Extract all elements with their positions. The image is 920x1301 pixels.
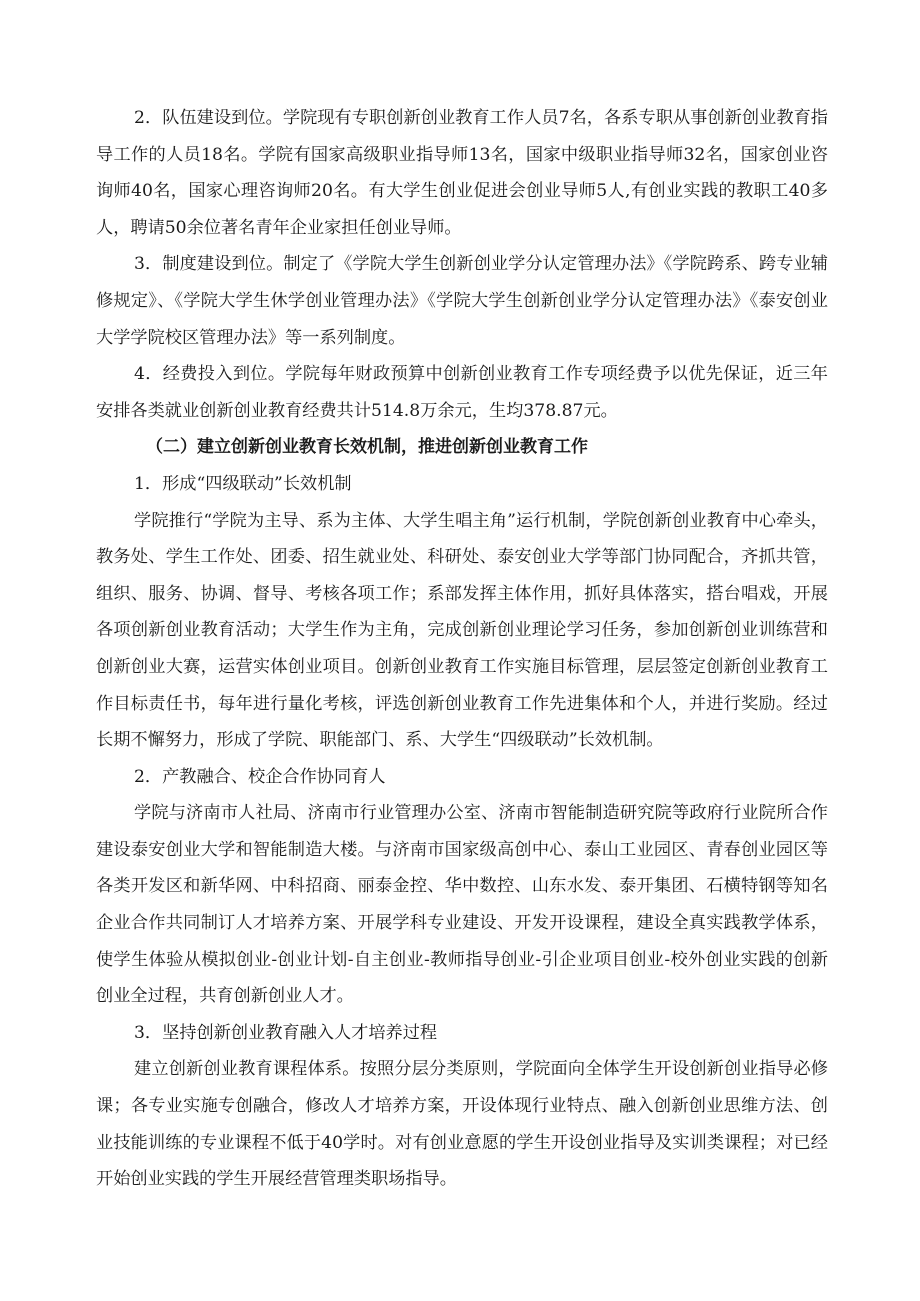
paragraph-curriculum-system: 建立创新创业教育课程体系。按照分层分类原则，学院面向全体学生开设创新创业指导必修课；各专业实施专创融合，修改人才培养方案，开设体现行业特点、融入创新创业思维方法、创业技能训练的专业课程不低于40学时。对有创业意愿的学生开设创业指导及实训类课程；对已经开始创业实践的学生开展经营管理类职场指导。 <box>96 1059 828 1190</box>
paragraph-system-building: 3．制度建设到位。制定了《学院大学生创新创业学分认定管理办法》《学院跨系、跨专业辅修规定》、《学院大学生休学创业管理办法》《学院大学生创新创业学分认定管理办法》《泰安创业大学学院校区管理办法》等一系列制度。 <box>96 254 828 348</box>
paragraph-funding: 4．经费投入到位。学院每年财政预算中创新创业教育工作专项经费予以优先保证，近三年安排各类就业创新创业教育经费共计514.8万余元，生均378.87元。 <box>96 364 828 421</box>
paragraph-team-building: 2．队伍建设到位。学院现有专职创新创业教育工作人员7名，各系专职从事创新创业教育指导工作的人员18名。学院有国家高级职业指导师13名，国家中级职业指导师32名，国家创业咨询师40名，国家心理咨询师20名。有大学生创业促进会创业导师5人,有创业实践的教职工40多人，聘请50余位著名青年企业家担任创业导师。 <box>96 108 828 238</box>
paragraph-industry-education: 学院与济南市人社局、济南市行业管理办公室、济南市智能制造研究院等政府行业院所合作建设泰安创业大学和智能制造大楼。与济南市国家级高创中心、泰山工业园区、青春创业园区等各类开发区和新华网、中科招商、丽泰金控、华中数控、山东水发、泰开集团、石横特钢等知名企业合作共同制订人才培养方案、开展学科专业建设、开发开设课程，建设全真实践教学体系，使学生体验从模拟创业-创业计划-自主创业-教师指导创业-引企业项目创业-校外创业实践的创新创业全过程，共育创新创业人才。 <box>96 803 828 1007</box>
paragraph-four-level-linkage: 学院推行“学院为主导、系为主体、大学生唱主角”运行机制，学院创新创业教育中心牵头，教务处、学生工作处、团委、招生就业处、科研处、泰安创业大学等部门协同配合，齐抓共管，组织、服务、协调、督导、考核各项工作；系部发挥主体作用，抓好具体落实，搭台唱戏，开展各项创新创业教育活动；大学生作为主角，完成创新创业理论学习任务，参加创新创业训练营和创新创业大赛，运营实体创业项目。创新创业教育工作实施目标管理，层层签定创新创业教育工作目标责任书，每年进行量化考核，评选创新创业教育工作先进集体和个人，并进行奖励。经过长期不懈努力，形成了学院、职能部门、系、大学生“四级联动”长效机制。 <box>96 510 828 751</box>
subheading-talent-training: 3．坚持创新创业教育融入人才培养过程 <box>134 1022 438 1043</box>
section-heading: （二）建立创新创业教育长效机制，推进创新创业教育工作 <box>146 437 588 458</box>
document-body <box>96 100 828 1198</box>
subheading-four-level-linkage: 1．形成“四级联动”长效机制 <box>134 473 352 494</box>
subheading-industry-education: 2．产教融合、校企合作协同育人 <box>134 766 386 787</box>
